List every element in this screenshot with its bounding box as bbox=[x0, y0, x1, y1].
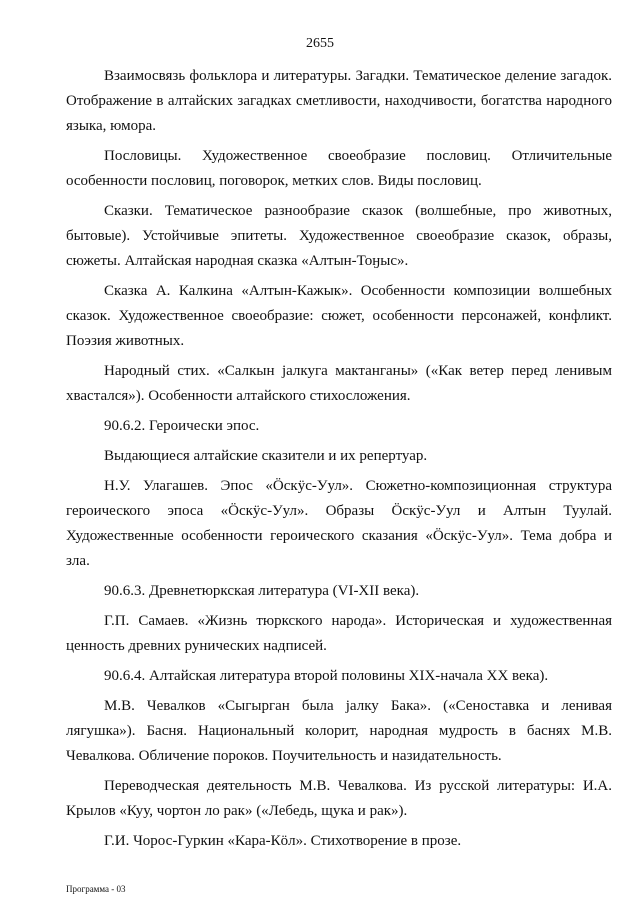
paragraph-ulagashev-epic: Н.У. Улагашев. Эпос «Ӧскӱс-Уул». Сюжетно-композиционная структура героического эпоса «Ӧскӱс-Уул». Образы Ӧскӱс-Уул и Алтын Туулай. Художественные особенности героического сказания «Ӧскӱс-Уул». Тема добра и зла. bbox=[66, 478, 612, 569]
section-heading-heroic-epic: 90.6.2. Героически эпос. bbox=[104, 418, 260, 434]
paragraph-storytellers: Выдающиеся алтайские сказители и их репертуар. bbox=[104, 448, 428, 464]
paragraph-folk-verse: Народный стих. «Салкын јалкуга мактанганы» («Как ветер перед ленивым хвастался»). Особенности алтайского стихосложения. bbox=[66, 363, 612, 404]
paragraph-kalkin-tale: Сказка А. Калкина «Алтын-Кажык». Особенности композиции волшебных сказок. Художественное своеобразие: сюжет, особенности персонажей, конфликт. Поэзия животных. bbox=[66, 283, 612, 349]
paragraph-riddles: Взаимосвязь фольклора и литературы. Загадки. Тематическое деление загадок. Отображение в алтайских загадках сметливости, находчивости, богатства народного языка, юмора. bbox=[66, 68, 612, 134]
paragraph-proverbs: Пословицы. Художественное своеобразие пословиц. Отличительные особенности пословиц, поговорок, метких слов. Виды пословиц. bbox=[66, 148, 612, 189]
body-text bbox=[66, 64, 612, 859]
section-heading-altai-literature: 90.6.4. Алтайская литература второй половины XIX-начала XX века). bbox=[104, 668, 549, 684]
paragraph-tales: Сказки. Тематическое разнообразие сказок (волшебные, про животных, бытовые). Устойчивые эпитеты. Художественное своеобразие сказок, образы, сюжеты. Алтайская народная сказка «Алтын-Тоӈыс». bbox=[66, 203, 612, 269]
paragraph-choros-gurkin: Г.И. Чорос-Гуркин «Кара-Кӧл». Стихотворение в прозе. bbox=[104, 833, 462, 849]
paragraph-chevalkov-fable: М.В. Чевалков «Сыгырган была јалку Бака». («Сеноставка и ленивая лягушка»). Басня. Национальный колорит, народная мудрость в баснях М.В. Чевалкова. Обличение пороков. Поучительность и назидательность. bbox=[66, 698, 612, 764]
paragraph-samaev: Г.П. Самаев. «Жизнь тюркского народа». Историческая и художественная ценность древних рунических надписей. bbox=[66, 613, 612, 654]
page-number: 2655 bbox=[306, 36, 334, 51]
footer-label: Программа - 03 bbox=[66, 884, 126, 894]
paragraph-chevalkov-translation: Переводческая деятельность М.В. Чевалкова. Из русской литературы: И.А. Крылов «Куу, чортон ло рак» («Лебедь, щука и рак»). bbox=[66, 778, 612, 819]
section-heading-old-turkic: 90.6.3. Древнетюркская литература (VI-XII века). bbox=[104, 583, 420, 599]
